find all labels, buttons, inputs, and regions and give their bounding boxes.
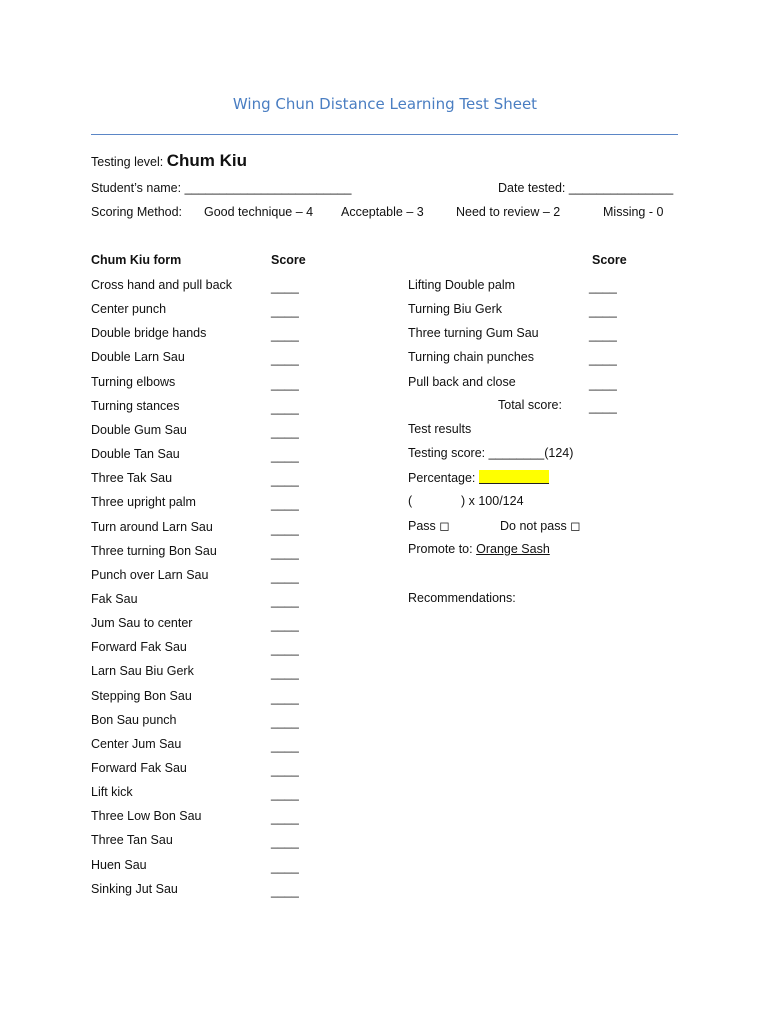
promote-label: Promote to: (408, 542, 473, 556)
score-blank[interactable]: ____ (271, 787, 299, 801)
technique-item: Cross hand and pull back (91, 278, 233, 292)
score-blank[interactable]: ____ (271, 642, 299, 656)
technique-item: Huen Sau (91, 858, 147, 872)
date-tested-field[interactable]: Date tested: _______________ (498, 181, 674, 195)
technique-item: Three turning Bon Sau (91, 544, 217, 558)
technique-item: Fak Sau (91, 592, 138, 606)
pass-checkbox[interactable]: Pass ◻ (408, 519, 450, 533)
technique-item: Double Tan Sau (91, 447, 180, 461)
do-not-pass-checkbox[interactable]: Do not pass ◻ (500, 519, 581, 533)
technique-item: Lifting Double palm (408, 278, 516, 292)
student-name-field[interactable]: Student’s name: ________________________ (91, 181, 352, 195)
technique-item: Double Gum Sau (91, 423, 187, 437)
technique-item: Punch over Larn Sau (91, 568, 209, 582)
scoring-good: Good technique – 4 (204, 205, 314, 219)
score-blank[interactable]: ____ (271, 594, 299, 608)
score-blank[interactable]: ____ (271, 835, 299, 849)
formula-open: ( (408, 494, 413, 508)
technique-item: Double Larn Sau (91, 350, 185, 364)
score-blank[interactable]: ____ (271, 739, 299, 753)
score-column-header-right: Score (592, 253, 627, 267)
scoring-method-label: Scoring Method: (91, 205, 183, 219)
technique-item: Forward Fak Sau (91, 640, 187, 654)
score-blank[interactable]: ____ (271, 352, 299, 366)
score-blank[interactable]: ____ (271, 473, 299, 487)
total-score-label: Total score: (498, 398, 562, 412)
score-blank[interactable]: ____ (271, 280, 299, 294)
score-blank[interactable]: ____ (271, 715, 299, 729)
title-divider (91, 134, 678, 135)
percentage-line (408, 470, 549, 485)
technique-item: Three Low Bon Sau (91, 809, 202, 823)
promote-line (408, 542, 550, 556)
score-blank[interactable]: ____ (589, 280, 617, 294)
testing-level-label: Testing level: (91, 155, 164, 169)
score-blank[interactable]: ____ (271, 570, 299, 584)
technique-item: Stepping Bon Sau (91, 689, 192, 703)
technique-item: Double bridge hands (91, 326, 207, 340)
technique-item: Pull back and close (408, 375, 516, 389)
test-results-label: Test results (408, 422, 472, 436)
score-blank[interactable]: ____ (271, 449, 299, 463)
score-blank[interactable]: ____ (271, 328, 299, 342)
technique-item: Three turning Gum Sau (408, 326, 539, 340)
technique-item: Turning Biu Gerk (408, 302, 503, 316)
technique-item: Sinking Jut Sau (91, 882, 178, 896)
score-blank[interactable]: ____ (271, 304, 299, 318)
technique-item: Turning stances (91, 399, 180, 413)
score-blank[interactable]: ____ (271, 401, 299, 415)
score-column-header-left: Score (271, 253, 306, 267)
score-blank[interactable]: ____ (271, 618, 299, 632)
form-column-header: Chum Kiu form (91, 253, 182, 267)
page-title: Wing Chun Distance Learning Test Sheet (232, 95, 538, 113)
scoring-acceptable: Acceptable – 3 (341, 205, 424, 219)
testing-level-value: Chum Kiu (166, 151, 248, 170)
score-blank[interactable]: ____ (271, 522, 299, 536)
score-blank[interactable]: ____ (589, 377, 617, 391)
scoring-review: Need to review – 2 (456, 205, 561, 219)
technique-item: Lift kick (91, 785, 133, 799)
scoring-missing: Missing - 0 (603, 205, 664, 219)
total-score-blank[interactable]: ____ (589, 400, 617, 414)
technique-item: Larn Sau Biu Gerk (91, 664, 194, 678)
technique-item: Forward Fak Sau (91, 761, 187, 775)
score-blank[interactable]: ____ (271, 666, 299, 680)
score-blank[interactable]: ____ (271, 884, 299, 898)
recommendations-label: Recommendations: (408, 591, 516, 605)
technique-item: Turn around Larn Sau (91, 520, 213, 534)
formula-close: ) x 100/124 (461, 494, 524, 508)
score-blank[interactable]: ____ (271, 691, 299, 705)
score-blank[interactable]: ____ (271, 425, 299, 439)
score-blank[interactable]: ____ (271, 497, 299, 511)
score-blank[interactable]: ____ (271, 811, 299, 825)
technique-item: Turning chain punches (408, 350, 535, 364)
score-blank[interactable]: ____ (271, 377, 299, 391)
score-blank[interactable]: ____ (589, 352, 617, 366)
technique-item: Three upright palm (91, 495, 196, 509)
testing-level-line (91, 151, 247, 171)
technique-item: Turning elbows (91, 375, 176, 389)
technique-item: Jum Sau to center (91, 616, 193, 630)
score-blank[interactable]: ____ (271, 763, 299, 777)
technique-item: Three Tan Sau (91, 833, 173, 847)
percentage-label: Percentage: (408, 471, 476, 485)
score-blank[interactable]: ____ (271, 860, 299, 874)
technique-item: Bon Sau punch (91, 713, 177, 727)
score-blank[interactable]: ____ (589, 304, 617, 318)
promote-value: Orange Sash (476, 542, 550, 556)
testing-score-field[interactable]: Testing score: ________(124) (408, 446, 574, 460)
technique-item: Three Tak Sau (91, 471, 173, 485)
score-blank[interactable]: ____ (271, 546, 299, 560)
technique-item: Center Jum Sau (91, 737, 182, 751)
score-blank[interactable]: ____ (589, 328, 617, 342)
technique-item: Center punch (91, 302, 167, 316)
percentage-field[interactable] (479, 470, 549, 484)
